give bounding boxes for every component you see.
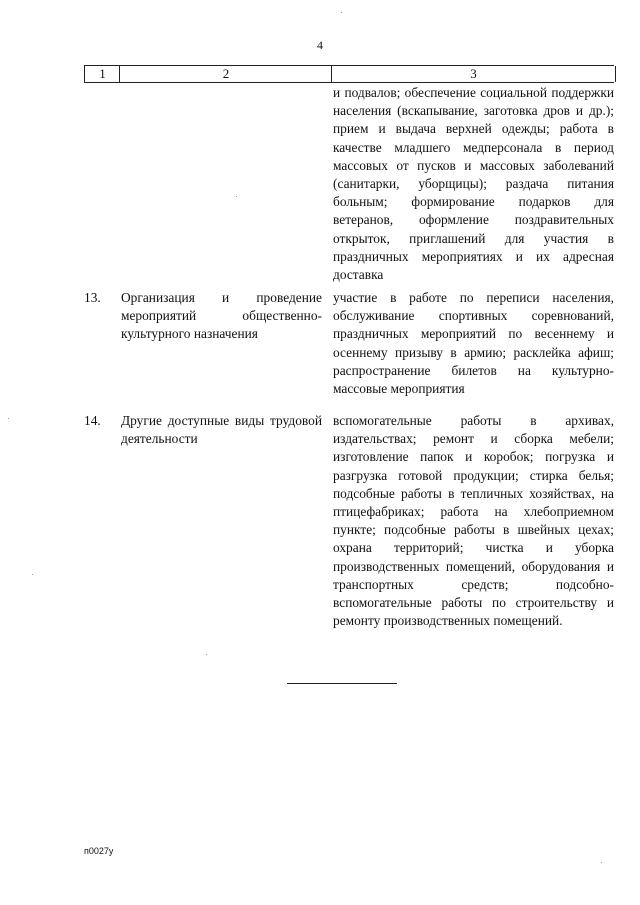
- page-number: 4: [317, 38, 323, 52]
- column-header-3: 3: [331, 66, 616, 82]
- scan-speck: [341, 12, 342, 13]
- scan-speck: [206, 654, 207, 655]
- row-description: участие в работе по переписи населения, обслуживание спортивных соревнований, праздничных мероприятий по весеннему и осеннему призыву в армию; расклейка афиш; распространение билетов на культурно-массовые мероприятия: [333, 290, 614, 397]
- scan-speck: [32, 574, 33, 575]
- scan-speck: [236, 196, 237, 197]
- scan-speck: [8, 418, 9, 419]
- document-code: п0027у: [84, 846, 114, 856]
- scan-speck: [601, 862, 602, 863]
- column-header-2: 2: [119, 66, 332, 82]
- column-header-1: 1: [84, 66, 120, 82]
- row-description: вспомогательные работы в архивах, издательствах; ремонт и сборка мебели; изготовление папок и коробок; погрузка и разгрузка готовой продукции; стирка белья; подсобные работы в тепличных хозяйствах, на птицефабриках; работа на хлебоприемном пункте; подсобные работы в швейных цехах; охрана территорий; чистка и уборка производственных помещений, оборудования и транспортных средств; подсобно-вспомогательные работы по строительству и ремонту производственных помещений.: [333, 413, 614, 629]
- row-number: 13.: [84, 290, 101, 305]
- end-divider-line: [287, 683, 397, 684]
- row-number: 14.: [84, 413, 101, 428]
- row-activity-name: Организация и проведение мероприятий общественно-культурного назначения: [121, 290, 322, 342]
- row-activity-name: Другие доступные виды трудовой деятельности: [121, 413, 322, 447]
- table-header-row: [84, 65, 614, 83]
- row-description: и подвалов; обеспечение социальной поддержки населения (вскапывание, заготовка дров и др.); прием и выдача верхней одежды; работа в качестве младшего медперсонала в период массовых от пусков и массовых заболеваний (санитарки, уборщицы); раздача питания больным; формирование подарков для ветеранов, оформление поздравительных открыток, приглашений для участия в праздничных мероприятиях и их адресная доставка: [333, 85, 614, 283]
